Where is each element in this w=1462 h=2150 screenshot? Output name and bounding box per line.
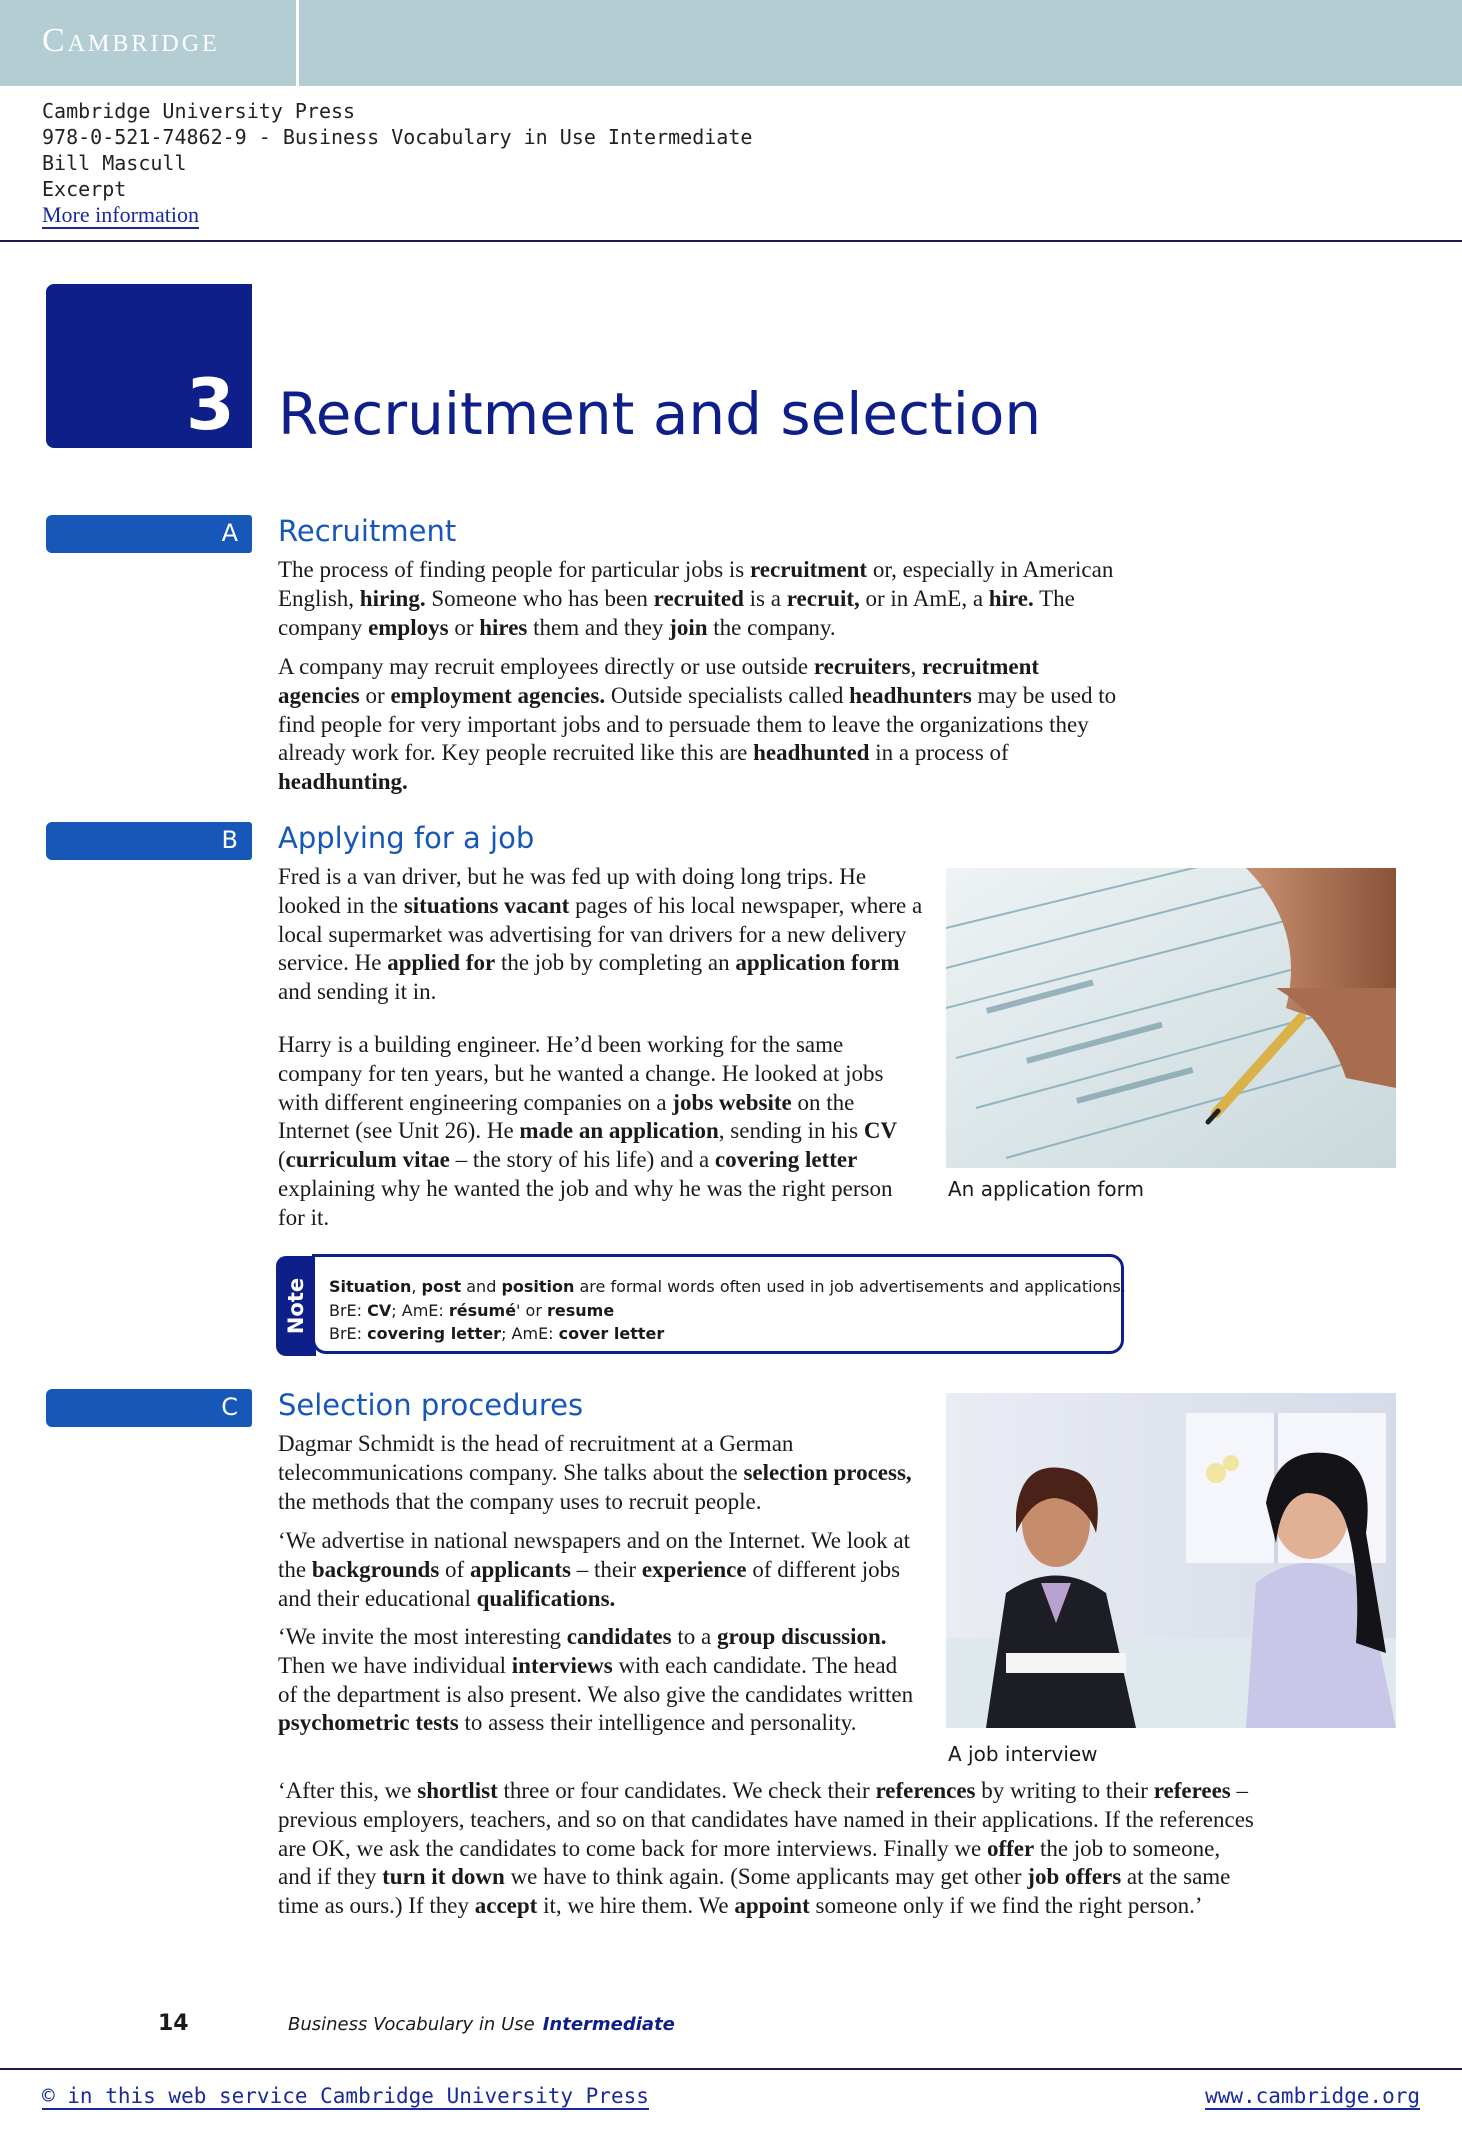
application-form-photo — [946, 868, 1396, 1168]
section-tab-c — [46, 1389, 252, 1427]
more-information-link[interactable]: More information — [42, 202, 200, 227]
page-number: 14 — [158, 2011, 189, 2036]
note-line-2: BrE: CV; AmE: résumé' or resume — [329, 1300, 615, 1320]
section-tab-b — [46, 822, 252, 860]
job-interview-photo — [946, 1393, 1396, 1728]
cambridge-logo: Cambridge — [42, 22, 220, 59]
section-letter: A — [221, 519, 238, 547]
publisher: Cambridge University Press — [42, 99, 356, 123]
section-heading-selection: Selection procedures — [278, 1388, 584, 1422]
cambridge-banner — [0, 0, 1462, 86]
section-c-paragraph-3: ‘We invite the most interesting candidates to a group discussion. Then we have individual interviews with each candidate. The head of the department is also present. We also give the candidates written psychometric tests to assess their intelligence and personality. — [278, 1624, 914, 1736]
section-heading-recruitment: Recruitment — [278, 514, 457, 548]
job-interview-caption: A job interview — [948, 1742, 1098, 1766]
footer-rule — [0, 2068, 1462, 2070]
section-c-paragraph-1: Dagmar Schmidt is the head of recruitment at a German telecommunications company. She talks about the selection process, the methods that the company uses to recruit people. — [278, 1431, 912, 1514]
website-link[interactable]: www.cambridge.org — [1205, 2084, 1420, 2108]
note-tab — [276, 1256, 316, 1356]
section-c-paragraph-2: ‘We advertise in national newspapers and on the Internet. We look at the backgrounds of applicants – their experience of different jobs and their educational qualifications. — [278, 1528, 910, 1611]
book-metadata — [42, 98, 752, 228]
unit-title: Recruitment and selection — [278, 380, 1042, 448]
section-a-paragraph-1: The process of finding people for particular jobs is recruitment or, especially in American English, hiring. Someone who has been recruited is a recruit, or in AmE, a hire. The company employs or hires them and they join the company. — [278, 557, 1114, 640]
application-form-caption: An application form — [948, 1177, 1145, 1201]
footer-book-name: Business Vocabulary in Use — [288, 2014, 535, 2035]
note-label: Note — [284, 1277, 308, 1335]
section-heading-applying: Applying for a job — [278, 821, 535, 855]
copyright-link[interactable]: © in this web service Cambridge University Press — [42, 2084, 649, 2108]
section-letter: B — [221, 826, 238, 854]
unit-number: 3 — [186, 364, 235, 446]
footer-level: Intermediate — [542, 2014, 675, 2035]
isbn-title: 978-0-521-74862-9 - Business Vocabulary in Use Intermediate — [42, 125, 753, 149]
section-a-paragraph-2: A company may recruit employees directly or use outside recruiters, recruitment agencies or employment agencies. Outside specialists called headhunters may be used to find people for very important jobs and to persuade them to leave the organizations they already work for. Key people recruited like this are headhunted in a process of headhunting. — [278, 654, 1117, 795]
section-letter: C — [221, 1393, 238, 1421]
header-rule — [0, 240, 1462, 242]
author: Bill Mascull — [42, 151, 187, 175]
footer-book-title — [288, 2014, 675, 2035]
excerpt-label: Excerpt — [42, 177, 127, 201]
note-line-3: BrE: covering letter; AmE: cover letter — [329, 1324, 665, 1343]
section-b-paragraph-2: Harry is a building engineer. He’d been working for the same company for ten years, but he wanted a change. He looked at jobs with different engineering companies on a jobs website on the Internet (see Unit 26). He made an application, sending in his CV (curriculum vitae – the story of his life) and a covering letter explaining why he wanted the job and why he was the right person for it. — [278, 1032, 898, 1230]
banner-divider — [296, 0, 299, 86]
note-line-1: Situation, post and position are formal words often used in job advertisements and applications. — [329, 1277, 1126, 1296]
section-c-paragraph-4: ‘After this, we shortlist three or four candidates. We check their references by writing to their referees – previous employers, teachers, and so on that candidates have named in their applications. If the references are OK, we ask the candidates to come back for more interviews. Finally we offer the job to someone, and if they turn it down we have to think again. (Some applicants may get other job offers at the same time as ours.) If they accept it, we hire them. We appoint someone only if we find the right person.’ — [278, 1778, 1254, 1919]
section-tab-a — [46, 515, 252, 553]
section-b-paragraph-1: Fred is a van driver, but he was fed up with doing long trips. He looked in the situations vacant pages of his local newspaper, where a local supermarket was advertising for van drivers for a new delivery service. He applied for the job by completing an application form and sending it in. — [278, 864, 923, 1005]
note-box — [312, 1254, 1124, 1354]
